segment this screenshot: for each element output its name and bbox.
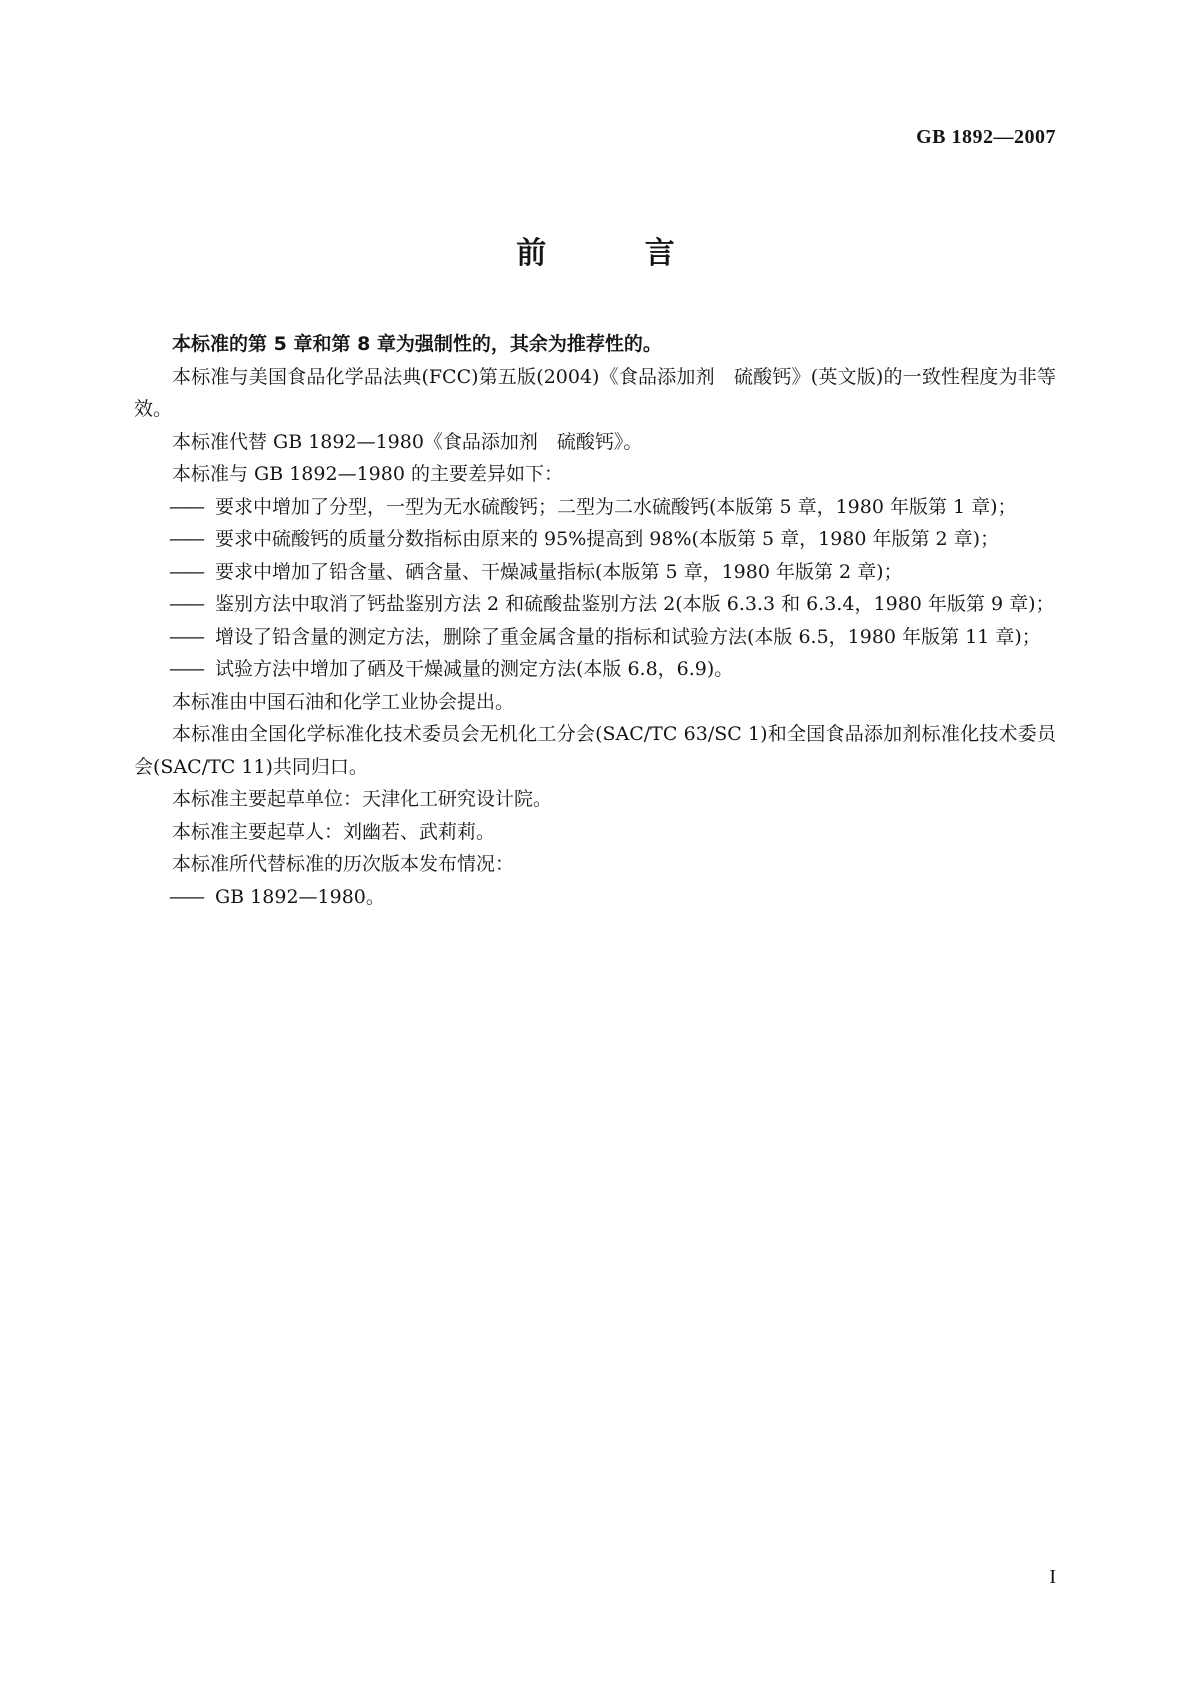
responsible-committee-paragraph: 本标准由全国化学标准化技术委员会无机化工分会(SAC/TC 63/SC 1)和全国食品添加剂标准化技术委员会(SAC/TC 11)共同归口。: [134, 723, 1056, 778]
difference-item: [134, 491, 1056, 524]
previous-edition-item: [134, 881, 1056, 914]
replaces-paragraph: 本标准代替 GB 1892—1980《食品添加剂 硫酸钙》。: [172, 430, 643, 453]
drafting-unit-paragraph: 本标准主要起草单位：天津化工研究设计院。: [172, 788, 553, 810]
differences-intro-paragraph: 本标准与 GB 1892—1980 的主要差异如下：: [172, 463, 563, 485]
mandatory-clause-paragraph: 本标准的第 5 章和第 8 章为强制性的，其余为推荐性的。: [172, 333, 662, 355]
consistency-paragraph: 本标准与美国食品化学品法典(FCC)第五版(2004)《食品添加剂 硫酸钙》(英文版)的一致性程度为非等效。: [134, 365, 1056, 420]
dash-mark: ——: [169, 593, 203, 615]
page-number: I: [1049, 1566, 1056, 1588]
standard-code: GB 1892—2007: [916, 126, 1056, 148]
difference-text: 试验方法中增加了硒及干燥减量的测定方法(本版 6.8，6.9)。: [215, 658, 734, 680]
difference-item: [134, 588, 1056, 621]
dash-mark: ——: [169, 495, 203, 518]
difference-text: 鉴别方法中取消了钙盐鉴别方法 2 和硫酸盐鉴别方法 2(本版 6.3.3 和 6.3.4，1980 年版第 9 章)；: [215, 593, 1055, 615]
proposer-paragraph: 本标准由中国石油和化学工业协会提出。: [172, 690, 515, 713]
difference-text: 增设了铅含量的测定方法，删除了重金属含量的指标和试验方法(本版 6.5，1980 年版第 11 章)；: [215, 625, 1041, 648]
dash-mark: ——: [169, 658, 203, 680]
difference-text: 要求中增加了铅含量、硒含量、干燥减量指标(本版第 5 章，1980 年版第 2 章)；: [215, 560, 903, 583]
foreword-body: [134, 328, 1056, 913]
drafters-paragraph: 本标准主要起草人：刘幽若、武莉莉。: [172, 820, 496, 843]
dash-mark: ——: [169, 625, 203, 648]
dash-mark: ——: [169, 528, 203, 550]
difference-item: [134, 621, 1056, 654]
dash-mark: ——: [169, 885, 203, 908]
page-title: 前 言: [516, 236, 719, 271]
difference-item: [134, 653, 1056, 686]
difference-item: [134, 556, 1056, 589]
dash-mark: ——: [169, 560, 203, 583]
previous-editions-paragraph: 本标准所代替标准的历次版本发布情况：: [172, 853, 515, 875]
difference-item: [134, 523, 1056, 556]
difference-text: 要求中硫酸钙的质量分数指标由原来的 95%提高到 98%(本版第 5 章，1980 年版第 2 章)；: [215, 528, 1000, 550]
difference-text: 要求中增加了分型，一型为无水硫酸钙；二型为二水硫酸钙(本版第 5 章，1980 年版第 1 章)；: [215, 495, 1017, 518]
previous-edition-text: GB 1892—1980。: [215, 885, 385, 908]
